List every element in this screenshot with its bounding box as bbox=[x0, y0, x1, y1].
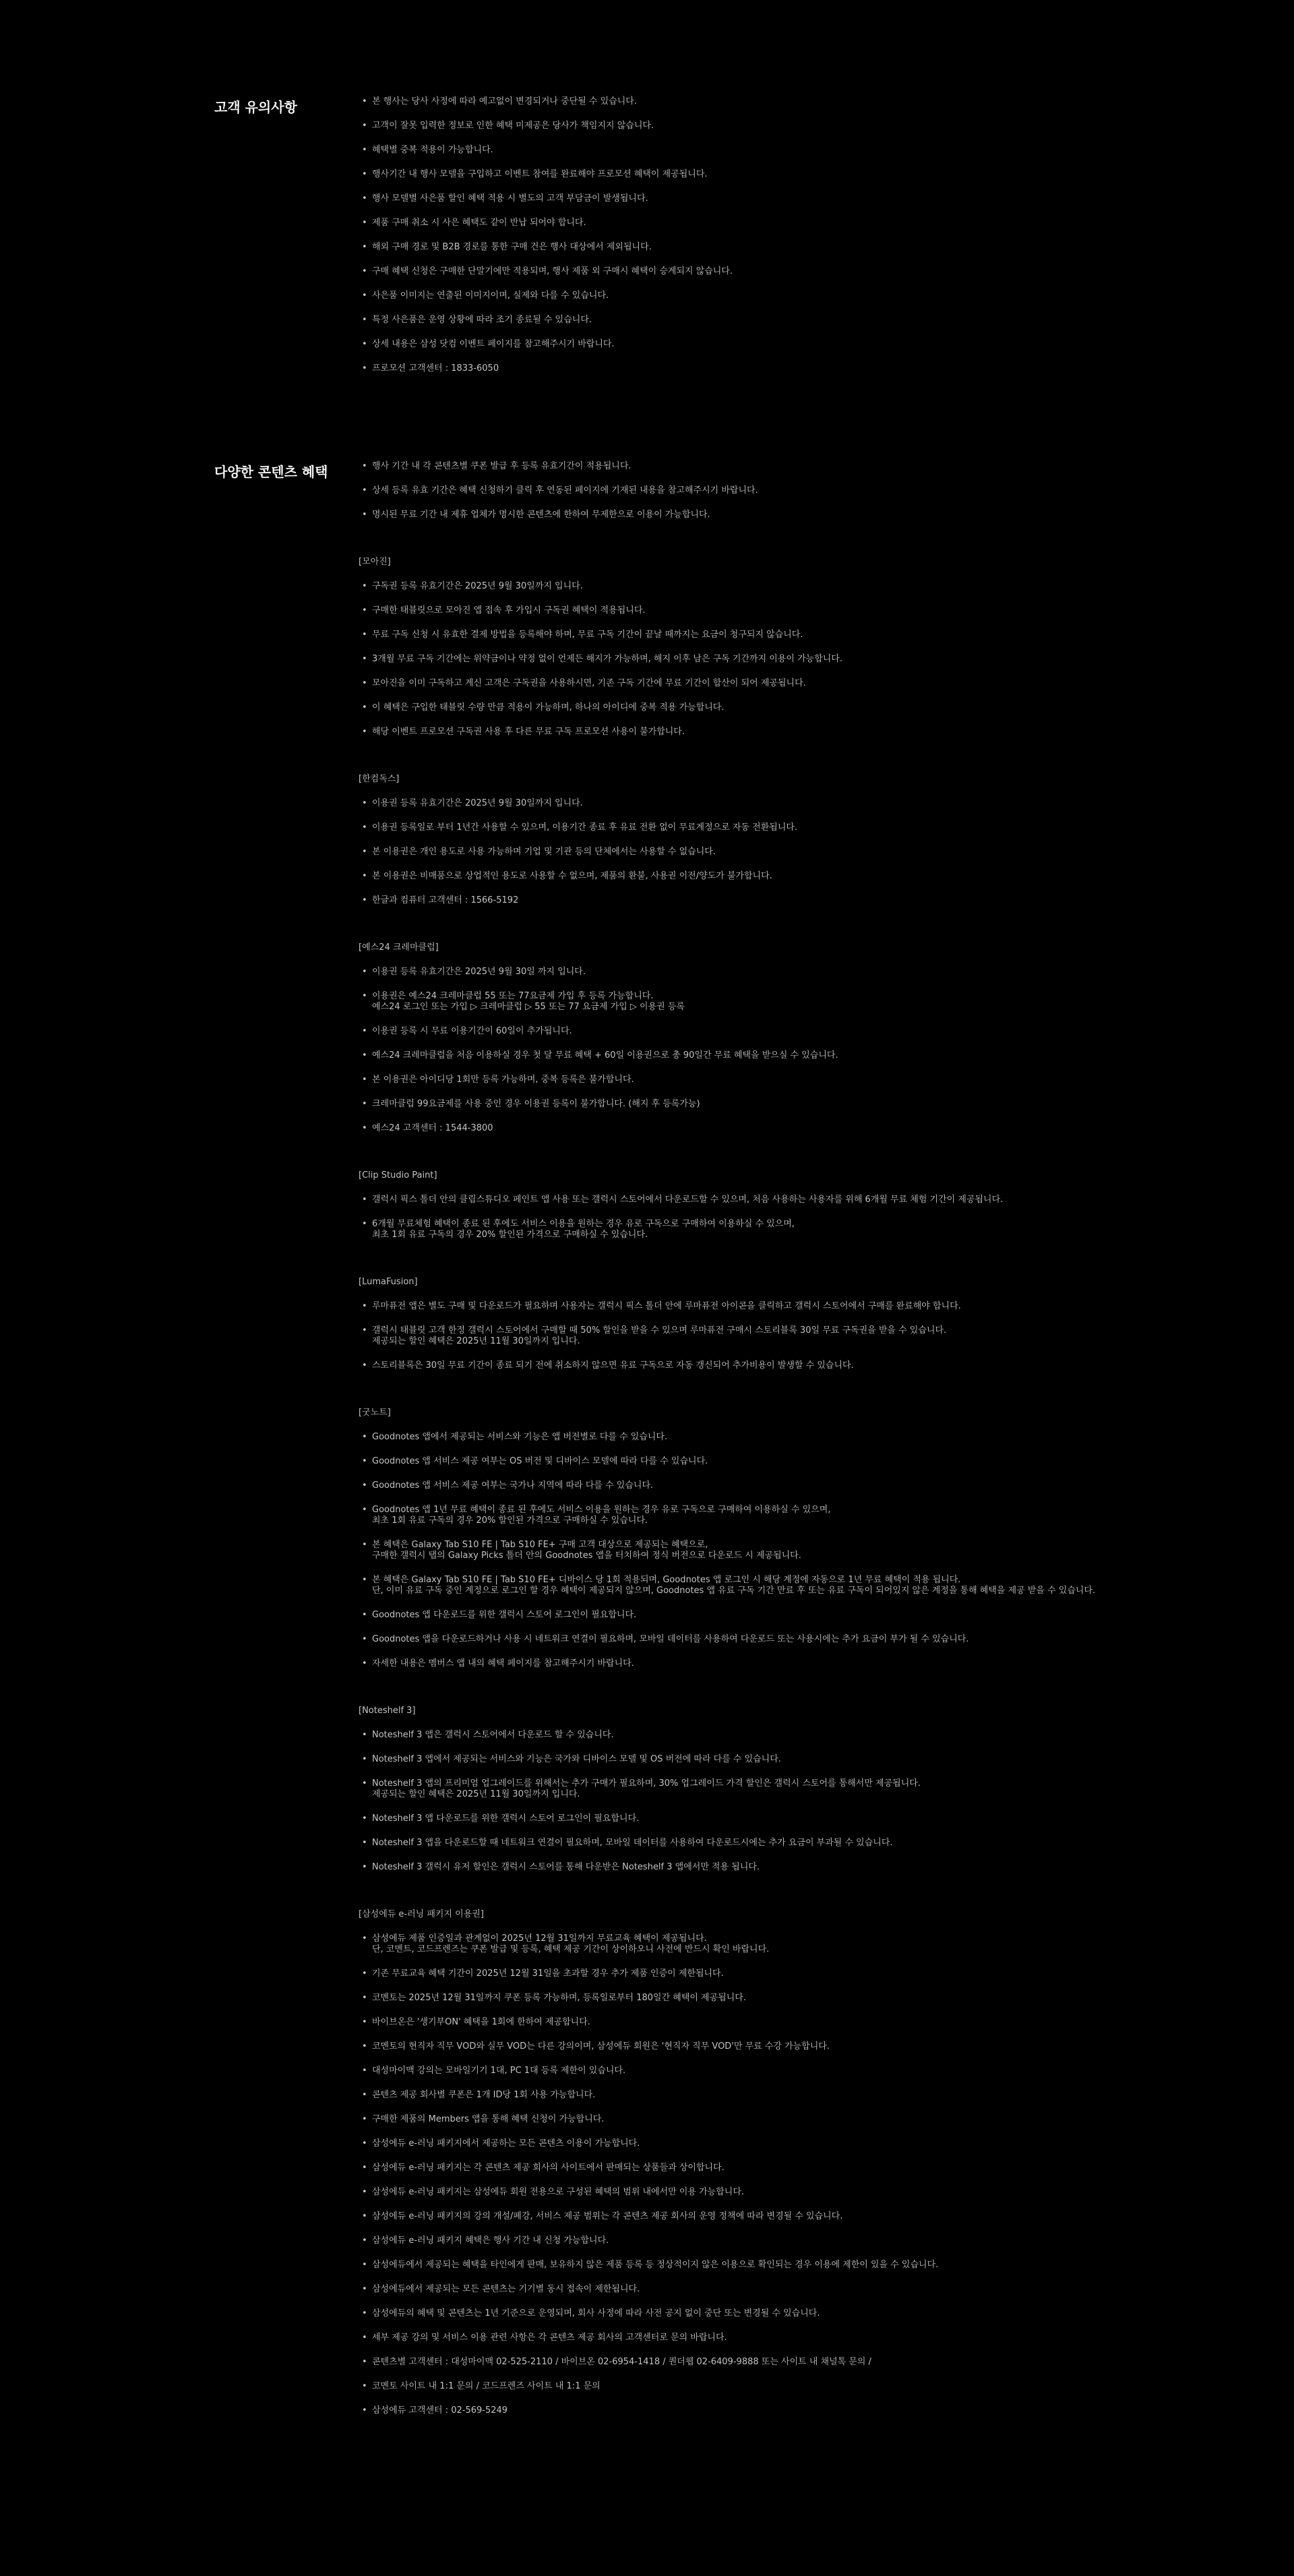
list-item-text: • 프로모션 고객센터 : 1833-6050 bbox=[372, 363, 499, 373]
list-item-text: • 코멘토는 2025년 12월 31일까지 쿠폰 등록 가능하며, 등록일로부터 180일간 혜택이 제공됩니다. bbox=[372, 1993, 746, 2003]
list-item-text: • 콘텐츠별 고객센터 : 대성마이맥 02-525-2110 / 바이브온 02-6954-1418 / 퀀더웹 02-6409-9888 또는 사이트 내 채널톡 문의 / bbox=[372, 2357, 871, 2367]
content-intro-list bbox=[359, 461, 1154, 520]
list-item-text: • 본 행사는 당사 사정에 따라 예고없이 변경되거나 중단될 수 있습니다. bbox=[372, 96, 637, 107]
list-item-text: • 삼성에듀 e-러닝 패키지 혜택은 행사 기간 내 신청 가능합니다. bbox=[372, 2236, 609, 2246]
list-item-text: 단, 이미 유료 구독 중인 계정으로 로그인 할 경우 혜택이 제공되지 않으며, Goodnotes 앱 유료 구독 기간 만료 후 또는 유료 구독이 되어있지 않은 계정을 통해 혜택을 제공 받을 수 있습니다. bbox=[372, 1586, 1096, 1596]
list-item bbox=[359, 2260, 1154, 2271]
list-item bbox=[359, 1026, 1154, 1037]
list-item-text: • 삼성에듀에서 제공되는 혜택을 타인에게 판매, 보유하지 않은 제품 등록 등 정상적이지 않은 이용으로 확인되는 경우 이용에 제한이 있을 수 있습니다. bbox=[372, 2260, 939, 2270]
list-item-text: • 본 이용권은 개인 용도로 사용 가능하며 기업 및 기관 등의 단체에서는 사용할 수 없습니다. bbox=[372, 847, 716, 857]
list-item-text: • 구매 혜택 신청은 구매한 단말기에만 적용되며, 행사 제품 외 구매시 혜택이 승계되지 않습니다. bbox=[372, 266, 733, 276]
list-item bbox=[359, 1730, 1154, 1741]
list-item-text: • 스토리블록은 30일 무료 기간이 종료 되기 전에 취소하지 않으면 유료 구독으로 자동 갱신되어 추가비용이 발생할 수 있습니다. bbox=[372, 1360, 854, 1371]
list-item-text: 제공되는 할인 혜택은 2025년 11월 30일까지 입니다. bbox=[372, 1789, 580, 1799]
list-item bbox=[359, 510, 1154, 520]
list-item bbox=[359, 2381, 1154, 2392]
list-item bbox=[359, 2090, 1154, 2101]
content-group-title: [모아진] bbox=[359, 557, 391, 567]
list-item bbox=[359, 727, 1154, 738]
content-group bbox=[359, 942, 1154, 1134]
content-group bbox=[359, 557, 1154, 738]
list-item bbox=[359, 1480, 1154, 1491]
list-item-text: • 구매한 제품의 Members 앱을 통해 혜택 신청이 가능합니다. bbox=[372, 2114, 605, 2124]
content-group-list bbox=[359, 1301, 1154, 1371]
list-item-text: • Noteshelf 3 앱 다운로드를 위한 갤럭시 스토어 로그인이 필요합니다. bbox=[372, 1814, 640, 1824]
list-item bbox=[359, 1301, 1154, 1312]
content-group-list bbox=[359, 967, 1154, 1134]
list-item-text: • 무료 구독 신청 시 유효한 결제 방법을 등록해야 하며, 무료 구독 기간이 끝날 때까지는 요금이 청구되지 않습니다. bbox=[372, 630, 803, 640]
list-item-text: • Noteshelf 3 앱은 갤럭시 스토어에서 다운로드 할 수 있습니다. bbox=[372, 1730, 614, 1740]
list-item bbox=[359, 339, 1154, 350]
content-group bbox=[359, 1408, 1154, 1669]
list-item-text: • 상세 등록 유효 기간은 혜택 신청하기 클릭 후 연동된 페이지에 기재된 내용을 참고해주시기 바랍니다. bbox=[372, 485, 758, 496]
customer-notice-list bbox=[359, 96, 1154, 374]
list-item bbox=[359, 581, 1154, 592]
list-item-text: • Noteshelf 3 앱을 다운로드할 때 네트워크 연결이 필요하며, 모바일 데이터를 사용하여 다운로드시에는 추가 요금이 부과될 수 있습니다. bbox=[372, 1838, 893, 1848]
list-item bbox=[359, 1540, 1154, 1561]
content-group-title: [한컴독스] bbox=[359, 774, 400, 784]
list-item-text: • Goodnotes 앱에서 제공되는 서비스와 기능은 앱 버전별로 다를 수 있습니다. bbox=[372, 1432, 668, 1442]
list-item-text: • Noteshelf 3 앱에서 제공되는 서비스와 기능은 국가와 디바이스 모델 및 OS 버전에 따라 다를 수 있습니다. bbox=[372, 1754, 781, 1764]
list-item bbox=[359, 1456, 1154, 1467]
list-item-text: • 삼성에듀 e-러닝 패키지의 강의 개설/폐강, 서비스 제공 범위는 각 콘텐츠 제공 회사의 운영 정책에 따라 변경될 수 있습니다. bbox=[372, 2211, 843, 2221]
content-group bbox=[359, 774, 1154, 906]
list-item bbox=[359, 1219, 1154, 1240]
list-item-text: • 대성마이맥 강의는 모바일기기 1대, PC 1대 등록 제한이 있습니다. bbox=[372, 2066, 626, 2076]
list-item bbox=[359, 315, 1154, 326]
list-item-text: • 이용권 등록 시 무료 이용기간이 60일이 추가됩니다. bbox=[372, 1026, 572, 1036]
list-item-text: 최초 1회 유료 구독의 경우 20% 할인된 가격으로 구매하실 수 있습니다. bbox=[372, 1230, 648, 1240]
content-group-title: [LumaFusion] bbox=[359, 1277, 418, 1287]
list-item-text: • 명시된 무료 기간 내 제휴 업체가 명시한 콘텐츠에 한하여 무제한으로 이용이 가능합니다. bbox=[372, 510, 710, 520]
list-item-text: • 본 혜택은 Galaxy Tab S10 FE | Tab S10 FE+ 구매 고객 대상으로 제공되는 혜택으로, bbox=[372, 1540, 708, 1550]
list-item bbox=[359, 967, 1154, 978]
list-item bbox=[359, 1050, 1154, 1061]
list-item bbox=[359, 291, 1154, 301]
content-group-title: [예스24 크레마클럽] bbox=[359, 942, 439, 953]
list-item bbox=[359, 1195, 1154, 1205]
list-item-text: • Goodnotes 앱 서비스 제공 여부는 국가나 지역에 따라 다를 수 있습니다. bbox=[372, 1480, 654, 1491]
list-item-text: • 삼성에듀 e-러닝 패키지에서 제공하는 모든 콘텐츠 이용이 가능합니다. bbox=[372, 2138, 640, 2149]
list-item bbox=[359, 847, 1154, 858]
list-item-text: • 구독권 등록 유효기간은 2025년 9월 30일까지 입니다. bbox=[372, 581, 583, 591]
list-item-text: • 삼성에듀의 혜택 및 콘텐츠는 1년 기준으로 운영되며, 회사 사정에 따라 사전 공지 없이 중단 또는 변경될 수 있습니다. bbox=[372, 2308, 820, 2318]
list-item-text: • 해외 구매 경로 및 B2B 경로를 통한 구매 건은 행사 대상에서 제외됩니다. bbox=[372, 242, 652, 252]
list-item bbox=[359, 1634, 1154, 1645]
list-item-text: • 예스24 크레마클럽을 처음 이용하실 경우 첫 달 무료 혜택 + 60일 이용권으로 총 90일간 무료 혜택을 받으실 수 있습니다. bbox=[372, 1050, 838, 1060]
list-item bbox=[359, 1993, 1154, 2004]
list-item-text: • 본 혜택은 Galaxy Tab S10 FE | Tab S10 FE+ 디바이스 당 1회 적용되며, Goodnotes 앱 로그인 시 해당 계정에 자동으로 1년 무료 혜택이 적용 됩니다. bbox=[372, 1575, 961, 1585]
list-item-text: • 본 이용권은 비매품으로 상업적인 용도로 사용할 수 없으며, 제품의 환불, 사용권 이전/양도가 불가합니다. bbox=[372, 871, 772, 881]
list-item bbox=[359, 1123, 1154, 1134]
list-item-text: • 바이브온은 '생기부ON' 혜택을 1회에 한하여 제공합니다. bbox=[372, 2017, 590, 2027]
list-item-text: • 삼성에듀 제품 인증일과 관계없이 2025년 12월 31일까지 무료교육 혜택이 제공됩니다. bbox=[372, 1934, 707, 1944]
list-item bbox=[359, 1360, 1154, 1371]
list-item bbox=[359, 2211, 1154, 2222]
list-item bbox=[359, 2308, 1154, 2319]
list-item-text: 구매한 갤럭시 탭의 Galaxy Picks 톨더 안의 Goodnotes 앱을 터치하여 정식 버전으로 다운로드 시 제공됩니다. bbox=[372, 1551, 801, 1561]
list-item-text: • 콘텐츠 제공 회사별 쿠폰은 1개 ID당 1회 사용 가능합니다. bbox=[372, 2090, 596, 2100]
list-item bbox=[359, 1838, 1154, 1849]
list-item-text: • 이용권 등록일로 부터 1년간 사용할 수 있으며, 이용기간 종료 후 유료 전환 없이 무료계정으로 자동 전환됩니다. bbox=[372, 822, 798, 833]
content-group-list bbox=[359, 1730, 1154, 1873]
list-item-text: • 삼성에듀에서 제공되는 모든 콘텐츠는 기기별 동시 접속이 제한됩니다. bbox=[372, 2284, 640, 2294]
list-item-text: • 크레마클럽 99요금제를 사용 중인 경우 이용권 등록이 불가합니다. (해지 후 등록가능) bbox=[372, 1099, 700, 1109]
customer-notice-body bbox=[359, 96, 1154, 388]
list-item bbox=[359, 485, 1154, 496]
list-item-text: • 상세 내용은 삼성 닷컴 이벤트 페이지를 참고해주시기 바랍니다. bbox=[372, 339, 615, 349]
list-item-text: • Noteshelf 3 갤럭시 유저 할인은 갤럭시 스토어를 통해 다운받은 Noteshelf 3 앱에서만 적용 됩니다. bbox=[372, 1862, 760, 1872]
list-item bbox=[359, 1610, 1154, 1621]
list-item bbox=[359, 1432, 1154, 1443]
list-item-text: • 갤럭시 태블릿 고객 한정 갤럭시 스토어에서 구매할 때 50% 할인을 받을 수 있으며 루마퓨전 구매시 스토리블록 30일 무료 구독권을 받을 수 있습니다. bbox=[372, 1325, 947, 1336]
customer-notice-title: 고객 유의사항 bbox=[214, 99, 297, 115]
list-item-text: • 코멘토의 현직자 직무 VOD와 실무 VOD는 다른 강의이며, 삼성에듀 회원은 '현직자 직무 VOD'만 무료 수강 가능합니다. bbox=[372, 2041, 830, 2051]
content-group bbox=[359, 1277, 1154, 1371]
list-item bbox=[359, 2333, 1154, 2343]
list-item bbox=[359, 1754, 1154, 1765]
list-item bbox=[359, 2041, 1154, 2052]
list-item-text: • 행사기간 내 행사 모델을 구입하고 이벤트 참여를 완료해야 프로모션 혜택이 제공됩니다. bbox=[372, 169, 708, 179]
list-item-text: • 고객이 잘못 입력한 정보로 인한 혜택 미제공은 당사가 책임지지 않습니다. bbox=[372, 121, 654, 131]
list-item bbox=[359, 145, 1154, 156]
list-item-text: • 특정 사은품은 운영 상황에 따라 조기 종료될 수 있습니다. bbox=[372, 315, 592, 325]
list-item-text: • 삼성에듀 e-러닝 패키지는 각 콘텐츠 제공 회사의 사이트에서 판매되는 상품들과 상이합니다. bbox=[372, 2163, 725, 2173]
list-item-text: • 이용권 등록 유효기간은 2025년 9월 30일 까지 입니다. bbox=[372, 967, 586, 977]
list-item bbox=[359, 2187, 1154, 2198]
list-item-text: • Noteshelf 3 앱의 프리미엄 업그레이드를 위해서는 추가 구매가 필요하며, 30% 업그레이드 가격 할인은 갤럭시 스토어를 통해서만 제공됩니다. bbox=[372, 1778, 921, 1789]
list-item bbox=[359, 266, 1154, 277]
list-item bbox=[359, 2138, 1154, 2149]
list-item-text: • 모아진을 이미 구독하고 계신 고객은 구독권을 사용하시면, 기존 구독 기간에 무료 기간이 합산이 되어 제공됩니다. bbox=[372, 678, 806, 688]
list-item bbox=[359, 2114, 1154, 2125]
list-item bbox=[359, 169, 1154, 180]
list-item bbox=[359, 1505, 1154, 1526]
list-item bbox=[359, 991, 1154, 1013]
list-item-text: 제공되는 할인 혜택은 2025년 11월 30일까지 입니다. bbox=[372, 1336, 580, 1346]
content-group-title: [삼성에듀 e-러닝 패키지 이용권] bbox=[359, 1909, 484, 1919]
list-item bbox=[359, 1075, 1154, 1085]
content-group-list bbox=[359, 581, 1154, 738]
list-item bbox=[359, 1099, 1154, 1110]
list-item-text: • 6개월 무료체험 혜택이 종료 된 후에도 서비스 이용을 원하는 경우 유로 구독으로 구매하여 이용하실 수 있으며, bbox=[372, 1219, 795, 1229]
list-item-text: • Goodnotes 앱 서비스 제공 여부는 OS 버전 및 디바이스 모델에 따라 다를 수 있습니다. bbox=[372, 1456, 708, 1466]
content-group-title: [굿노트] bbox=[359, 1408, 391, 1418]
list-item bbox=[359, 1934, 1154, 1955]
content-group-title: [Clip Studio Paint] bbox=[359, 1170, 437, 1180]
content-group-list bbox=[359, 1195, 1154, 1240]
list-item bbox=[359, 2163, 1154, 2174]
list-item-text: • 3개월 무료 구독 기간에는 위약금이나 약정 없이 언제든 해지가 가능하며, 해지 이후 남은 구독 기간까지 이용이 가능합니다. bbox=[372, 654, 842, 664]
list-item bbox=[359, 1862, 1154, 1873]
list-item bbox=[359, 2236, 1154, 2246]
content-groups bbox=[359, 557, 1154, 2416]
list-item bbox=[359, 1814, 1154, 1824]
list-item-text: • 루마퓨전 앱은 별도 구매 및 다운로드가 필요하며 사용자는 갤럭시 픽스 톨더 안에 루마퓨전 아이콘을 클릭하고 갤럭시 스토어에서 구매를 완료해야 합니다. bbox=[372, 1301, 961, 1311]
list-item bbox=[359, 1969, 1154, 1979]
list-item bbox=[359, 218, 1154, 229]
list-item-text: • Goodnotes 앱을 다운로드하거나 사용 시 네트워크 연결이 필요하며, 모바일 데이터를 사용하여 다운로드 또는 사용시에는 추가 요금이 부가 될 수 있습니다. bbox=[372, 1634, 969, 1644]
list-item bbox=[359, 1658, 1154, 1669]
content-benefit-body bbox=[359, 461, 1154, 2453]
list-item bbox=[359, 678, 1154, 689]
list-item bbox=[359, 2284, 1154, 2295]
list-item bbox=[359, 605, 1154, 616]
list-item-text: • 행사 모델별 사은품 할인 혜택 적용 시 별도의 고객 부담금이 발생됩니다. bbox=[372, 193, 648, 204]
list-item-text: • 한글과 컴퓨터 고객센터 : 1566-5192 bbox=[372, 895, 519, 905]
list-item-text: • 본 이용권은 아이디당 1회만 등록 가능하며, 중복 등록은 불가합니다. bbox=[372, 1075, 634, 1085]
list-item-text: • 예스24 고객센터 : 1544-3800 bbox=[372, 1123, 493, 1133]
list-item bbox=[359, 193, 1154, 204]
list-item-text: • 기존 무료교육 혜택 기간이 2025년 12월 31일을 초과할 경우 추가 제품 인증이 제한됩니다. bbox=[372, 1969, 724, 1979]
content-group-list bbox=[359, 1432, 1154, 1669]
list-item-text: 예스24 로그인 또는 가입 ▷ 크레마클럽 ▷ 55 또는 77 요금제 가입 ▷ 이용권 등록 bbox=[372, 1002, 685, 1012]
list-item bbox=[359, 121, 1154, 131]
list-item bbox=[359, 363, 1154, 374]
list-item-text: • 이용권은 예스24 크레마클럽 55 또는 77요금제 가입 후 등록 가능합니다. bbox=[372, 991, 654, 1001]
list-item bbox=[359, 871, 1154, 882]
list-item-text: • 사은품 이미지는 연출된 이미지이며, 실제와 다를 수 있습니다. bbox=[372, 291, 609, 301]
list-item bbox=[359, 822, 1154, 833]
list-item-text: • 행사 기간 내 각 콘텐츠별 쿠폰 발급 후 등록 유효기간이 적용됩니다. bbox=[372, 461, 631, 471]
list-item-text: • 구매한 태블릿으로 모아진 앱 접속 후 가입시 구독권 혜택이 적용됩니다. bbox=[372, 605, 646, 616]
list-item-text: • Goodnotes 앱 다운로드를 위한 갤럭시 스토어 로그인이 필요합니다. bbox=[372, 1610, 637, 1620]
list-item bbox=[359, 2066, 1154, 2076]
list-item bbox=[359, 96, 1154, 107]
content-benefit-title: 다양한 콘텐츠 혜택 bbox=[214, 464, 328, 480]
list-item-text: • 이용권 등록 유효기간은 2025년 9월 30일까지 입니다. bbox=[372, 798, 583, 808]
list-item bbox=[359, 1778, 1154, 1800]
list-item bbox=[359, 1325, 1154, 1347]
list-item-text: • 삼성에듀 고객센터 : 02-569-5249 bbox=[372, 2405, 508, 2416]
list-item bbox=[359, 461, 1154, 472]
list-item bbox=[359, 630, 1154, 640]
content-group-list bbox=[359, 798, 1154, 906]
list-item bbox=[359, 2017, 1154, 2028]
list-item bbox=[359, 2405, 1154, 2416]
content-group bbox=[359, 1909, 1154, 2416]
list-item bbox=[359, 2357, 1154, 2368]
content-group-list bbox=[359, 1934, 1154, 2416]
list-item bbox=[359, 242, 1154, 253]
list-item-text: • 이 혜택은 구입한 태블릿 수량 만큼 적용이 가능하며, 하나의 아이디에 중복 적용 가능합니다. bbox=[372, 702, 725, 713]
list-item-text: • 세부 제공 강의 및 서비스 이용 관련 사항은 각 콘텐츠 제공 회사의 고객센터로 문의 바랍니다. bbox=[372, 2333, 727, 2343]
list-item bbox=[359, 895, 1154, 906]
content-group bbox=[359, 1706, 1154, 1873]
list-item-text: • 자세한 내용은 멤버스 앱 내의 혜택 페이지를 참고해주시기 바랍니다. bbox=[372, 1658, 634, 1669]
list-item-text: • 해당 이벤트 프로모션 구독권 사용 후 다른 무료 구독 프로모션 사용이 불가합니다. bbox=[372, 727, 685, 737]
list-item-text: 최초 1회 유료 구독의 경우 20% 할인된 가격으로 구매하실 수 있습니다. bbox=[372, 1516, 648, 1526]
list-item bbox=[359, 654, 1154, 665]
list-item bbox=[359, 1575, 1154, 1596]
list-item-text: • 삼성에듀 e-러닝 패키지는 삼성에듀 회원 전용으로 구성된 혜택의 범위 내에서만 이용 가능합니다. bbox=[372, 2187, 745, 2197]
list-item-text: 단, 코멘트, 코드프렌즈는 쿠폰 발급 및 등록, 혜택 제공 기간이 상이하오니 사전에 반드시 확인 바랍니다. bbox=[372, 1944, 770, 1954]
list-item-text: • 갤럭시 픽스 톨더 안의 클립스튜디오 페인트 앱 사용 또는 갤럭시 스토어에서 다운로드할 수 있으며, 처음 사용하는 사용자를 위해 6개월 무료 체험 기간이 제공됩니다. bbox=[372, 1195, 1004, 1205]
list-item bbox=[359, 702, 1154, 713]
list-item-text: • 제품 구매 취소 시 사은 혜택도 같이 반납 되어야 합니다. bbox=[372, 218, 586, 228]
list-item bbox=[359, 798, 1154, 809]
list-item-text: • 혜택별 중복 적용이 가능합니다. bbox=[372, 145, 493, 155]
content-group-title: [Noteshelf 3] bbox=[359, 1706, 416, 1716]
list-item-text: • Goodnotes 앱 1년 무료 혜택이 종료 된 후에도 서비스 이용을 원하는 경우 유로 구독으로 구매하여 이용하실 수 있으며, bbox=[372, 1505, 831, 1515]
content-group bbox=[359, 1170, 1154, 1240]
list-item-text: • 코멘토 사이트 내 1:1 문의 / 코드프렌즈 사이트 내 1:1 문의 bbox=[372, 2381, 600, 2391]
